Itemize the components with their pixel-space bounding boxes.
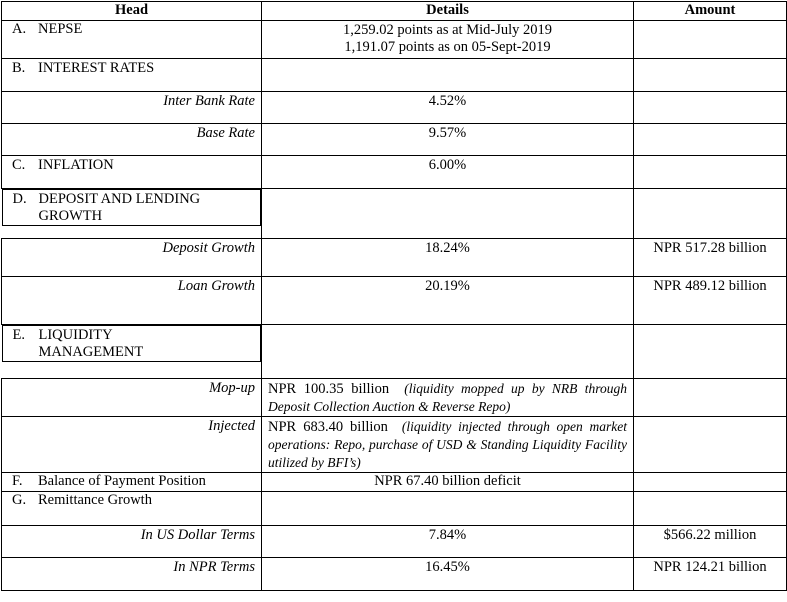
- row-liquidity: [2, 325, 787, 379]
- sub-head-cell: Base Rate: [2, 124, 262, 156]
- row-loan-growth: [2, 277, 787, 325]
- section-letter: D.: [12, 191, 27, 207]
- head-label: DEPOSIT AND LENDING GROWTH: [38, 191, 201, 224]
- head-cell: [2, 156, 262, 189]
- details-cell: 4.52%: [262, 92, 634, 124]
- head-cell: [2, 59, 262, 92]
- sub-head-cell: Loan Growth: [2, 277, 262, 325]
- amount-cell: [634, 124, 787, 156]
- sub-head-cell: In NPR Terms: [2, 558, 262, 591]
- details-cell: 20.19%: [262, 277, 634, 325]
- row-usd-terms: [2, 526, 787, 558]
- sub-head-cell: Mop-up: [2, 379, 262, 417]
- header-row: [2, 2, 787, 21]
- row-interbank-rate: [2, 92, 787, 124]
- sub-head-cell: Injected: [2, 417, 262, 473]
- head-cell: [2, 492, 262, 526]
- sub-head-cell: Inter Bank Rate: [2, 92, 262, 124]
- section-letter: C.: [12, 157, 26, 173]
- head-label: Remittance Growth: [38, 492, 152, 508]
- col-head-header: Head: [2, 2, 262, 21]
- details-cell: [262, 417, 634, 473]
- details-cell: 6.00%: [262, 156, 634, 189]
- row-interest-rates: [2, 59, 787, 92]
- amount-cell: NPR 124.21 billion: [634, 558, 787, 591]
- row-deposit-growth: [2, 239, 787, 277]
- section-letter: B.: [12, 60, 26, 76]
- row-inflation: [2, 156, 787, 189]
- row-deposit-lending: [2, 189, 787, 239]
- section-letter: A.: [12, 21, 27, 37]
- row-mopup: [2, 379, 787, 417]
- details-cell: [262, 325, 634, 379]
- head-label: INTEREST RATES: [38, 60, 155, 76]
- details-cell: NPR 67.40 billion deficit: [262, 473, 634, 492]
- section-letter: G.: [12, 492, 27, 508]
- col-details-header: Details: [262, 2, 634, 21]
- head-label: INFLATION: [38, 157, 114, 173]
- col-amount-header: Amount: [634, 2, 787, 21]
- head-cell: [2, 189, 262, 226]
- amount-cell: NPR 517.28 billion: [634, 239, 787, 277]
- nepse-detail-2: 1,191.07 points as on 05-Sept-2019: [344, 39, 551, 55]
- amount-cell: [634, 21, 787, 59]
- mopup-value: NPR 100.35 billion: [268, 381, 390, 397]
- amount-cell: [634, 92, 787, 124]
- details-cell: [262, 189, 634, 239]
- amount-cell: [634, 156, 787, 189]
- amount-cell: [634, 417, 787, 473]
- section-letter: E.: [12, 327, 25, 343]
- amount-cell: [634, 325, 787, 379]
- details-cell: 16.45%: [262, 558, 634, 591]
- head-label: NEPSE: [38, 21, 83, 37]
- row-nepse: [2, 21, 787, 59]
- injected-value: NPR 683.40 billion: [268, 419, 388, 435]
- row-injected: [2, 417, 787, 473]
- economic-indicators-table: [1, 1, 787, 591]
- details-cell: [262, 59, 634, 92]
- head-cell: [2, 473, 262, 492]
- sub-head-cell: In US Dollar Terms: [2, 526, 262, 558]
- amount-cell: [634, 379, 787, 417]
- details-cell: 9.57%: [262, 124, 634, 156]
- amount-cell: [634, 59, 787, 92]
- head-cell: [2, 21, 262, 59]
- amount-cell: $566.22 million: [634, 526, 787, 558]
- amount-cell: [634, 189, 787, 239]
- head-cell: [2, 325, 262, 362]
- nepse-detail-1: 1,259.02 points as at Mid-July 2019: [342, 22, 553, 38]
- row-npr-terms: [2, 558, 787, 591]
- injected-note: (liquidity injected through open market operations: Repo, purchase of USD & Standing Liquidity Facility utilized by BFI’s): [268, 419, 628, 470]
- details-cell: [262, 379, 634, 417]
- details-cell: 7.84%: [262, 526, 634, 558]
- mopup-note: (liquidity mopped up by NRB through Deposit Collection Auction & Reverse Repo): [268, 381, 627, 414]
- details-cell: [262, 21, 634, 59]
- amount-cell: [634, 473, 787, 492]
- sub-head-cell: Deposit Growth: [2, 239, 262, 277]
- section-letter: F.: [12, 473, 23, 489]
- head-label: Balance of Payment Position: [38, 473, 206, 489]
- row-base-rate: [2, 124, 787, 156]
- details-cell: [262, 492, 634, 526]
- head-label: LIQUIDITY MANAGEMENT: [38, 327, 144, 360]
- row-remittance: [2, 492, 787, 526]
- amount-cell: [634, 492, 787, 526]
- amount-cell: NPR 489.12 billion: [634, 277, 787, 325]
- row-balance-of-payment: [2, 473, 787, 492]
- details-cell: 18.24%: [262, 239, 634, 277]
